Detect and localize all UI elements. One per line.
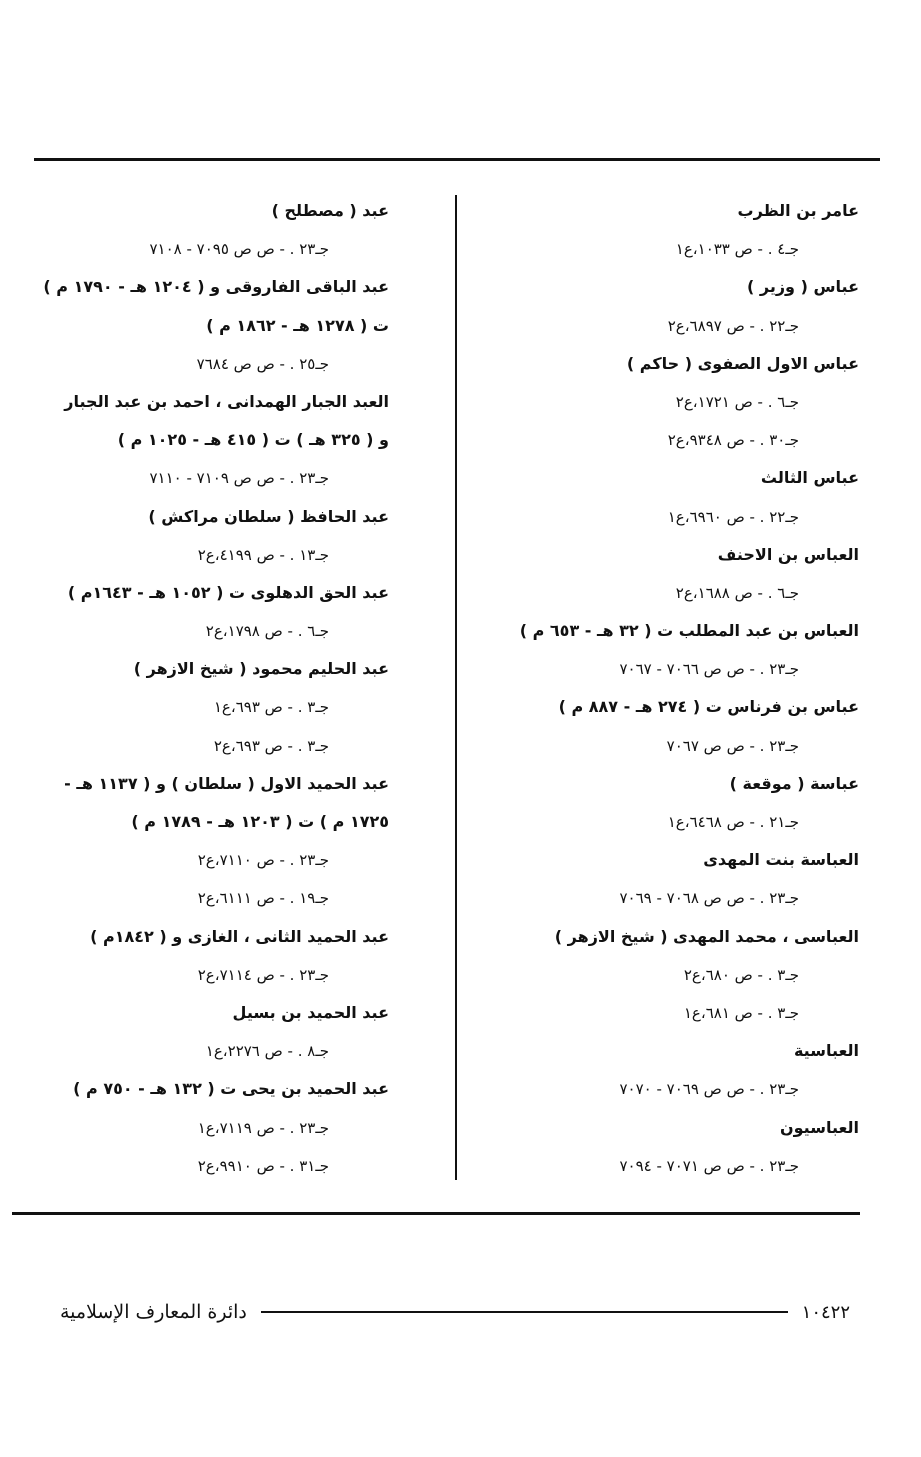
index-entry-reference: جـ٢٣ . - ص ص ٧١٠٩ - ٧١١٠ <box>149 469 329 488</box>
page-number: ١٠٤٢٢ <box>801 1301 850 1323</box>
index-entry-heading: عباس ( وزير ) <box>747 277 859 297</box>
index-entry-reference: جـ٢٣ . - ص ٧١١٤،ع٢ <box>197 965 329 984</box>
index-entry-heading: عباس الثالث <box>760 468 859 488</box>
column-divider <box>455 195 457 1180</box>
index-entry-heading: العباسية <box>793 1041 859 1061</box>
index-entry-reference: جـ٣ . - ص ٦٨١،ع١ <box>683 1003 799 1022</box>
index-entry-reference: جـ٣٠ . - ص ٩٣٤٨،ع٢ <box>667 431 799 450</box>
index-entry-reference: جـ٣ . - ص ٦٩٣،ع١ <box>213 698 329 717</box>
index-entry-heading: عباس الاول الصفوى ( حاكم ) <box>626 353 859 373</box>
index-entry-heading: العباسة بنت المهدى <box>703 850 859 870</box>
index-entry-reference: جـ٨ . - ص ٢٢٧٦،ع١ <box>205 1042 329 1061</box>
index-entry-reference: جـ٢٣ . - ص ص ٧٠٦٨ - ٧٠٦٩ <box>619 889 799 908</box>
index-entry-heading: العباس بن عبد المطلب ت ( ٣٢ هـ - ٦٥٣ م ) <box>519 621 859 641</box>
index-entry-reference: جـ٢٣ . - ص ص ٧٠٩٥ - ٧١٠٨ <box>149 240 329 259</box>
index-column-right <box>499 192 859 1185</box>
index-entry-heading: عبد الحليم محمود ( شيخ الازهر ) <box>133 659 389 679</box>
bottom-rule <box>12 1212 860 1215</box>
index-entry-heading: العباس بن الاحنف <box>717 544 859 564</box>
index-entry-reference: جـ١٩ . - ص ٦١١١،ع٢ <box>197 889 329 908</box>
index-entry-reference: جـ٢٥ . - ص ص ٧٦٨٤ <box>196 354 329 373</box>
index-entry-heading: العبد الجبار الهمدانى ، احمد بن عبد الجبار <box>64 391 389 411</box>
footer-rule <box>261 1311 788 1313</box>
index-entry-reference: جـ٦ . - ص ١٧٩٨،ع٢ <box>205 622 329 641</box>
index-entry-heading: عباسة ( موقعة ) <box>729 773 859 793</box>
index-entry-reference: جـ٢٣ . - ص ٧١١٩،ع١ <box>197 1118 329 1137</box>
index-entry-heading: و ( ٣٢٥ هـ ) ت ( ٤١٥ هـ - ١٠٢٥ م ) <box>117 430 389 450</box>
index-entry-reference: جـ٢٢ . - ص ٦٨٩٧،ع٢ <box>667 316 799 335</box>
index-entry-heading: ت ( ١٢٧٨ هـ - ١٨٦٢ م ) <box>206 315 389 335</box>
index-column-left <box>29 192 389 1185</box>
index-entry-reference: جـ١٣ . - ص ٤١٩٩،ع٢ <box>197 545 329 564</box>
index-entry-reference: جـ٢٣ . - ص ص ٧٠٧١ - ٧٠٩٤ <box>619 1156 799 1175</box>
index-entry-heading: العباسى ، محمد المهدى ( شيخ الازهر ) <box>554 926 859 946</box>
index-entry-heading: عبد الحق الدهلوى ت ( ١٠٥٢ هـ - ١٦٤٣م ) <box>67 582 389 602</box>
index-entry-heading: عباس بن فرناس ت ( ٢٧٤ هـ - ٨٨٧ م ) <box>558 697 859 717</box>
index-entry-reference: جـ٤ . - ص ١٠٣٣،ع١ <box>675 240 799 259</box>
index-entry-reference: جـ٢٣ . - ص ٧١١٠،ع٢ <box>197 851 329 870</box>
index-entry-reference: جـ٦ . - ص ١٧٢١،ع٢ <box>675 392 799 411</box>
index-entry-reference: جـ٢٣ . - ص ص ٧٠٦٩ - ٧٠٧٠ <box>619 1080 799 1099</box>
index-entry-heading: عبد الحميد بن بسيل <box>232 1002 389 1022</box>
index-entry-reference: جـ٣ . - ص ٦٨٠،ع٢ <box>683 965 799 984</box>
index-entry-reference: جـ٢٢ . - ص ٦٩٦٠،ع١ <box>667 507 799 526</box>
index-entry-heading: عبد الحميد الثانى ، الغازى و ( ١٨٤٢م ) <box>90 926 389 946</box>
index-entry-reference: جـ٢٣ . - ص ص ٧٠٦٧ <box>666 736 799 755</box>
index-entry-heading: ١٧٢٥ م ) ت ( ١٢٠٣ هـ - ١٧٨٩ م ) <box>131 812 389 831</box>
index-entry-heading: عبد ( مصطلح ) <box>271 201 389 220</box>
top-rule <box>34 158 880 161</box>
page-footer <box>60 1292 850 1332</box>
index-entry-heading: عبد الحميد الاول ( سلطان ) و ( ١١٣٧ هـ - <box>64 773 389 793</box>
index-entry-reference: جـ٣١ . - ص ٩٩١٠،ع٢ <box>197 1156 329 1175</box>
index-entry-heading: عبد الحافظ ( سلطان مراكش ) <box>148 506 389 526</box>
index-entry-heading: عامر بن الظرب <box>737 201 859 220</box>
index-entry-heading: عبد الباقى الفاروقى و ( ١٢٠٤ هـ - ١٧٩٠ م ) <box>43 277 389 297</box>
index-entry-heading: عبد الحميد بن يحى ت ( ١٣٢ هـ - ٧٥٠ م ) <box>73 1079 389 1099</box>
index-entry-reference: جـ٣ . - ص ٦٩٣،ع٢ <box>213 736 329 755</box>
index-entry-reference: جـ٦ . - ص ١٦٨٨،ع٢ <box>675 583 799 602</box>
index-entry-reference: جـ٢١ . - ص ٦٤٦٨،ع١ <box>667 813 799 831</box>
index-entry-heading: العباسيون <box>779 1117 859 1137</box>
index-entry-reference: جـ٢٣ . - ص ص ٧٠٦٦ - ٧٠٦٧ <box>619 660 799 679</box>
footer-title: دائرة المعارف الإسلامية <box>60 1301 247 1323</box>
